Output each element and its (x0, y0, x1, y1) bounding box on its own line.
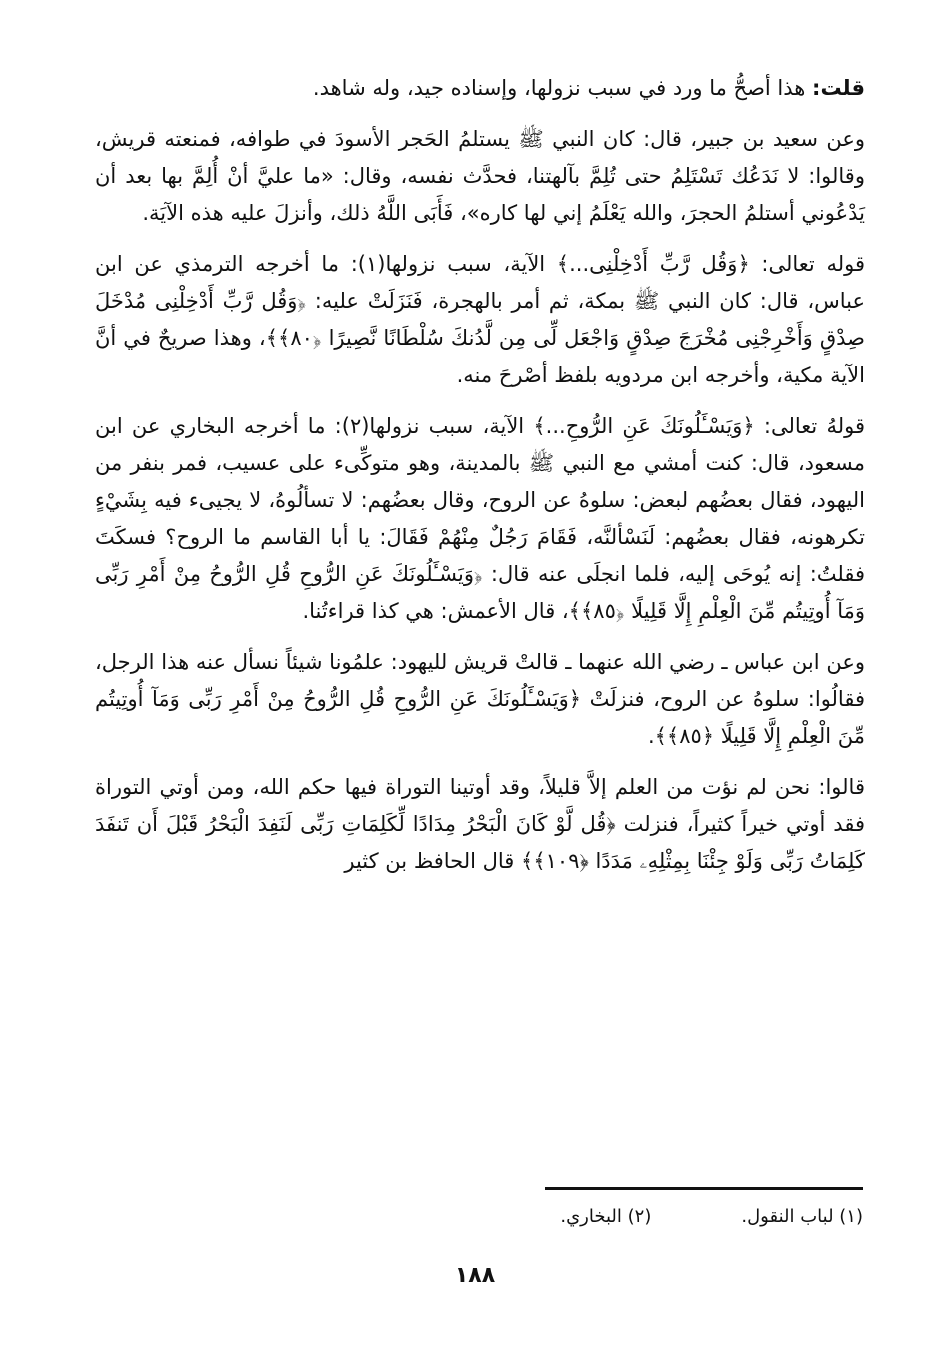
page-number: ١٨٨ (454, 1263, 496, 1288)
paragraph-6 (95, 769, 865, 880)
paragraph-2-text: وعن سعيد بن جبير، قال: كان النبي ﷺ يستلمُ الحَجر الأسودَ في طوافه، فمنعته قريش، وقالوا: لا نَدَعُك تَسْتَلِمُ حتى تُلِمَّ بآلهتنا، فحدَّث نفسه، وقال: «ما عليَّ أنْ أُلِمَّ بها بعد أن يَدْعُوني أستلمُ الحجرَ، والله يَعْلَمُ إني لها كاره»، فَأَبَى اللَّهُ ذلك، وأنزلَ عليه هذه الآيَة. (95, 127, 865, 225)
footnote-1: (١) لباب النقول. (741, 1206, 863, 1227)
paragraph-1-lead: قلت: (812, 76, 865, 100)
page-body (95, 70, 865, 880)
footnotes (300, 1203, 863, 1231)
footnote-divider (545, 1187, 863, 1190)
paragraph-6-text: قالوا: نحن لم نؤت من العلم إلاَّ قليلاً، وقد أوتينا التوراة فيها حكم الله، ومن أوتي التوراة فقد أوتي خيراً كثيراً، فنزلت ﴿قُل لَّوْ كَانَ الْبَحْرُ مِدَادًا لِّكَلِمَاتِ رَبِّى لَنَفِدَ الْبَحْرُ قَبْلَ أَن تَنفَدَ كَلِمَاتُ رَبِّى وَلَوْ جِئْنَا بِمِثْلِهِۦ مَدَدًا ﴿١٠٩﴾﴾ قال الحافظ بن كثير (95, 775, 865, 873)
paragraph-3 (95, 246, 865, 394)
footnote-2: (٢) البخاري. (560, 1206, 652, 1227)
paragraph-4-text: قولهُ تعالى: ﴿وَيَسْـَٔلُونَكَ عَنِ الرُّوحِ...﴾ الآية، سبب نزولها(٢): ما أخرجه البخاري عن ابن مسعود، قال: كنت أمشي مع النبي ﷺ بالمدينة، وهو متوكِّىء على عسيب، فمر بنفر من اليهود، فقال بعضُهم لبعض: سلوهُ عن الروح، وقال بعضُهم: لا تسألُوهُ، لا يجيىء فيه بِشَيْءٍ تكرهونه، فقال بعضُهم: لَنَسْألنَّه، فَقَامَ رَجُلٌ مِنْهُمْ فَقَالَ: يا أبا القاسم ما الروح؟ فسكَتَ فقلتُ: إنه يُوحَى إليه، فلما انجلَى عنه قال: ﴿وَيَسْـَٔلُونَكَ عَنِ الرُّوحِ قُلِ الرُّوحُ مِنْ أَمْرِ رَبِّى وَمَآ أُوتِيتُم مِّنَ الْعِلْمِ إِلَّا قَلِيلًا ﴿٨٥﴾﴾، قال الأعمش: هي كذا قراءتُنا. (95, 414, 866, 623)
paragraph-3-text: قوله تعالى: ﴿وَقُل رَّبِّ أَدْخِلْنِى...﴾ الآية، سبب نزولها(١): ما أخرجه الترمذي عن ابن عباس، قال: كان النبي ﷺ بمكة، ثم أمر بالهجرة، فَنَزَلَتْ عليه: ﴿وَقُل رَّبِّ أَدْخِلْنِى مُدْخَلَ صِدْقٍ وَأَخْرِجْنِى مُخْرَجَ صِدْقٍ وَاجْعَل لِّى مِن لَّدُنكَ سُلْطَانًا نَّصِيرًا ﴿٨٠﴾﴾، وهذا صريحٌ في أنَّ الآية مكية، وأخرجه ابن مردويه بلفظ أصْرحَ منه. (95, 252, 865, 387)
paragraph-5 (95, 644, 865, 755)
paragraph-2 (95, 121, 865, 232)
paragraph-1-text: هذا أصحُّ ما ورد في سبب نزولها، وإسناده جيد، وله شاهد. (312, 76, 813, 100)
paragraph-5-text: وعن ابن عباس ـ رضي الله عنهما ـ قالتْ قريش لليهود: علمُونا شيئاً نسأل عنه هذا الرجل، فقالُوا: سلوهُ عن الروح، فنزلَتْ ﴿وَيَسْـَٔلُونَكَ عَنِ الرُّوحِ قُلِ الرُّوحُ مِنْ أَمْرِ رَبِّى وَمَآ أُوتِيتُم مِّنَ الْعِلْمِ إِلَّا قَلِيلًا ﴿٨٥﴾﴾. (95, 650, 865, 748)
paragraph-1 (95, 70, 865, 107)
paragraph-4 (95, 408, 865, 630)
